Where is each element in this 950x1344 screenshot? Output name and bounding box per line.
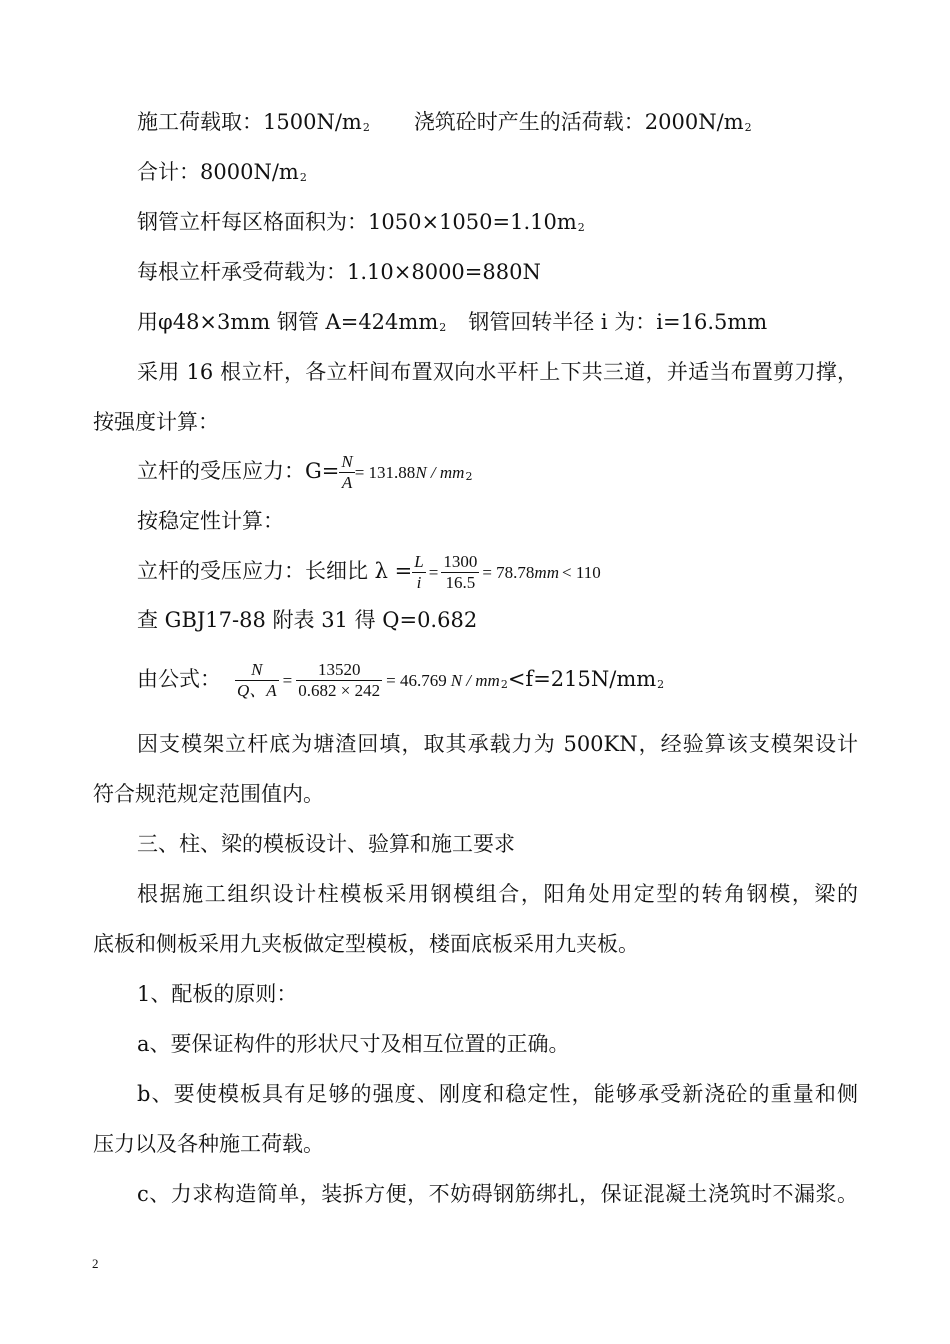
numerator: N: [235, 660, 279, 681]
equals-sign: =: [282, 671, 293, 690]
line-poles-layout: [137, 358, 858, 386]
slenderness-unit: mm: [534, 563, 559, 582]
denominator: 16.5: [445, 573, 476, 592]
superscript: 2: [657, 678, 665, 691]
line-slenderness-formula: [137, 548, 601, 596]
list-item-a: [137, 1030, 570, 1058]
superscript: 2: [577, 221, 585, 234]
line-strength-calc: [93, 408, 219, 436]
item-b-text: b、要使模板具有足够的强度、刚度和稳定性，能够承受新浇砼的重量和侧: [137, 1082, 858, 1106]
list-item-c: [137, 1180, 858, 1208]
item-c-text: c、力求构造简单，装拆方便，不妨碍钢筋绑扎，保证混凝土浇筑时不漏浆。: [137, 1182, 858, 1206]
pole-load-text: 每根立杆承受荷载为：1.10×8000=880N: [137, 260, 541, 284]
grid-area-text: 钢管立杆每区格面积为：1050×1050=1.10m: [137, 210, 577, 234]
beam-formwork-text: 底板和侧板采用九夹板做定型模板，楼面底板采用九夹板。: [93, 932, 639, 956]
fraction-n-over-a: [339, 452, 354, 493]
line-column-formwork: [137, 880, 858, 908]
radius-text: 钢管回转半径 i 为：i=16.5mm: [468, 310, 768, 334]
stress-value: = 131.88: [354, 463, 416, 482]
fraction-13520: [296, 660, 382, 701]
line-pole-load: [137, 258, 541, 286]
slenderness-limit: < 110: [561, 563, 601, 582]
slenderness-value: = 78.78: [482, 563, 535, 582]
stress-unit: N / mm: [415, 463, 465, 482]
line-construction-load: [137, 108, 752, 140]
page-number: 2: [92, 1256, 99, 1271]
stress-label: 立杆的受压应力：G=: [137, 459, 340, 483]
column-formwork-text: 根据施工组织设计柱模板采用钢模组合，阳角处用定型的转角钢模，梁的: [137, 882, 858, 906]
line-compliance: [93, 780, 324, 808]
denominator: A: [341, 473, 353, 492]
formula-label: 由公式：: [137, 667, 221, 691]
item-a-text: a、要保证构件的形状尺寸及相互位置的正确。: [137, 1032, 570, 1056]
fraction-n-over-qa: [235, 660, 279, 701]
numerator: N: [341, 452, 353, 471]
equals-sign: =: [428, 563, 439, 582]
superscript: 2: [465, 470, 473, 483]
formula-unit: N / mm: [450, 671, 500, 690]
denominator: Q、A: [237, 681, 277, 700]
line-steel-pipe: [137, 308, 767, 340]
list-item-b-continued: [93, 1130, 324, 1158]
superscript: 2: [299, 171, 307, 184]
principles-heading-text: 1、配板的原则：: [137, 982, 298, 1006]
superscript: 2: [362, 121, 370, 134]
section-heading: [137, 830, 515, 858]
formula-value: = 46.769: [386, 671, 447, 690]
numerator: L: [414, 552, 424, 571]
fraction-l-over-i: [412, 552, 425, 593]
line-foundation: [137, 730, 858, 758]
strength-calc-text: 按强度计算：: [93, 410, 219, 434]
line-lookup: [137, 606, 477, 634]
stability-calc-text: 按稳定性计算：: [137, 509, 284, 533]
numerator: 13520: [296, 660, 382, 681]
section-heading-text: 三、柱、梁的模板设计、验算和施工要求: [137, 832, 515, 856]
poles-layout-text: 采用 16 根立杆，各立杆间布置双向水平杆上下共三道，并适当布置剪刀撑，: [137, 360, 858, 384]
line-principles-heading: [137, 980, 297, 1008]
steel-pipe-text: 用φ48×3mm 钢管 A=424mm: [137, 310, 439, 334]
superscript: 2: [439, 321, 447, 334]
list-item-b: [137, 1080, 858, 1108]
item-b-continued-text: 压力以及各种施工荷载。: [93, 1132, 324, 1156]
fraction-1300-over-16-5: [441, 552, 479, 593]
lookup-text: 查 GBJ17-88 附表 31 得 Q=0.682: [137, 608, 478, 632]
denominator: i: [416, 573, 422, 592]
line-total: [137, 158, 307, 190]
superscript: 2: [500, 678, 508, 691]
compliance-text: 符合规范规定范围值内。: [93, 782, 324, 806]
line-formula: [137, 656, 664, 706]
superscript: 2: [744, 121, 752, 134]
live-load-text: 浇筑砼时产生的活荷载：2000N/m: [413, 110, 744, 134]
line-stress-formula: [137, 449, 472, 497]
line-stability-calc: [137, 507, 284, 535]
numerator: 1300: [443, 552, 478, 571]
construction-load-text: 施工荷载取：1500N/m: [137, 110, 362, 134]
slenderness-label: 立杆的受压应力：长细比 λ =: [137, 559, 413, 583]
line-grid-area: [137, 208, 585, 240]
line-beam-formwork: [93, 930, 639, 958]
allowable-stress: <f=215N/mm: [507, 667, 657, 691]
total-text: 合计：8000N/m: [137, 160, 299, 184]
denominator: 0.682 × 242: [298, 681, 381, 700]
foundation-text: 因支模架立杆底为塘渣回填，取其承载力为 500KN，经验算该支模架设计: [137, 732, 858, 756]
